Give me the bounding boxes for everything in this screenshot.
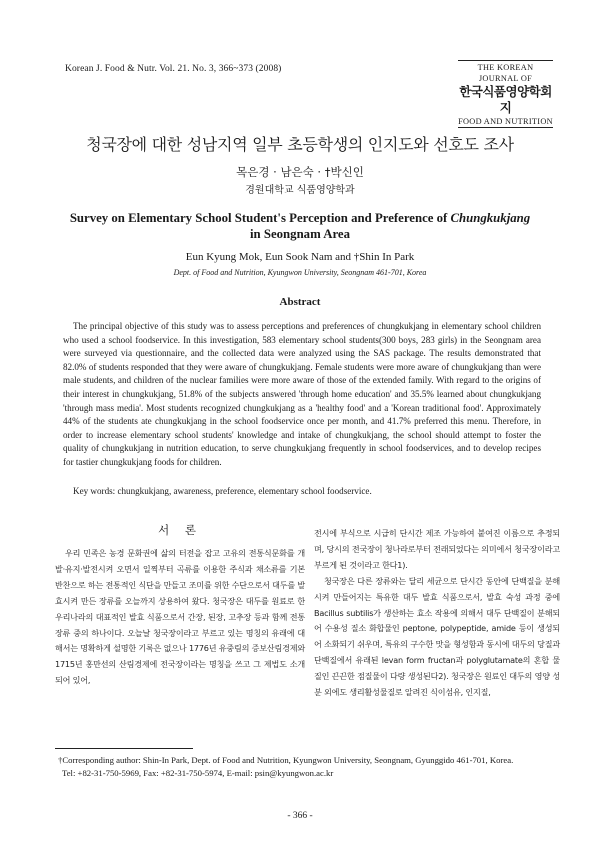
journal-logo — [458, 60, 553, 129]
body-paragraph: 우리 민족은 농경 문화권에 삶의 터전을 잡고 고유의 전통식문화를 개발·유지·발전시켜 오면서 일찍부터 곡류를 이용한 주식과 채소류를 기본 반찬으로 하는 전통적인 식단을 만들고 조미를 위한 수단으로서 대두를 발효시켜 만든 장류를 오늘까지 상용하여 왔다. 청국장은 대두를 원료로 한 우리나라의 대표적인 발효 식품으로서 간장, 된장, 고추장 등과 함께 전통 장류 중의 하나이다. 오늘날 청국장이라고 부르고 있는 명칭의 유래에 대해서는 명확하게 설명한 기록은 없으나 1776년 유중림의 증보산림경제와 1715년 홍만선의 산림경제에 전국장이라는 명칭을 쓰고 그 제법도 소개되어 있어, — [55, 548, 305, 686]
title-english-italic: Chungkukjang — [450, 211, 531, 225]
section-title-introduction: 서 론 — [158, 523, 202, 537]
page-number: - 366 - — [287, 811, 313, 821]
body-column-right — [314, 526, 560, 701]
journal-name-en-bottom: FOOD AND NUTRITION — [458, 117, 553, 126]
title-english — [40, 210, 560, 242]
authors-english: Eun Kyung Mok, Eun Sook Nam and †Shin In Park — [185, 251, 415, 263]
journal-name-en-top: THE KOREAN JOURNAL OF — [477, 63, 534, 83]
abstract-text: The principal objective of this study was to assess perceptions and preferences of chungkukjang in elementary school children who used a school foodservice. In this investigation, 583 elementary school students(300 boys, 283 girls) in the Seongnam area were surveyed via questionnaire, and the collected data were analyzed using the SAS package. The results demonstrated that 82.0% of students responded that they were aware of chungkukjang. Female students were more aware of chungkukjang than were male students, and children of the nuclear families were more aware of those of the extended family. With regard to the origins of their interest in chungkukjang, 51.8% of the subjects answered 'through home education' and 35.5% learned about chungkukjang 'through mass media'. Most students recognized chungkukjang as a 'healthy food' and a 'Korean traditional food'. Approximately 44% of the students ate chungkukjang in the school foodservice once per month, and 41.7% preferred this menu. Therefore, in order to increase elementary school students' knowledge and intake of chungkukjang, the school should attempt to foster the quality of chungkukjang in nutrition education, to serve chungkukjang frequently in school foodservices, and to develop recipes for tastier chungkukjang foods for children. — [63, 321, 541, 467]
body-paragraph: 전시에 부식으로 시급히 단시간 제조 가능하여 붙여진 이름으로 추정되며, 당시의 전국장이 청나라로부터 전래되었다는 의미에서 청국장이라고 부르게 된 것이라고 한다1). — [314, 528, 560, 570]
authors-korean: 목은경 · 남은숙 · †박신인 — [236, 165, 364, 179]
affiliation-korean: 경원대학교 식품영양학과 — [245, 185, 355, 196]
abstract-body — [63, 320, 541, 470]
affiliation-english: Dept. of Food and Nutrition, Kyungwon University, Seongnam 461-701, Korea — [173, 268, 427, 277]
body-column-left — [55, 546, 305, 689]
title-korean: 청국장에 대한 성남지역 일부 초등학생의 인지도와 선호도 조사 — [86, 135, 514, 154]
title-english-line2: in Seongnam Area — [249, 227, 351, 241]
footnote — [58, 754, 558, 780]
footnote-contact: Tel: +82-31-750-5969, Fax: +82-31-750-5974, E-mail: psin@kyungwon.ac.kr — [62, 768, 334, 778]
footnote-divider — [55, 748, 193, 749]
footnote-corresponding-author: †Corresponding author: Shin-In Park, Dept. of Food and Nutrition, Kyungwon University, Seongnam, Gyunggido 461-701, Korea. — [58, 755, 514, 765]
journal-name-ko: 한국식품영양학회지 — [459, 84, 552, 115]
citation: Korean J. Food & Nutr. Vol. 21. No. 3, 366~373 (2008) — [65, 64, 282, 74]
keywords: Key words: chungkukjang, awareness, preference, elementary school foodservice. — [73, 486, 372, 496]
title-english-line1: Survey on Elementary School Student's Perception and Preference of — [69, 211, 448, 225]
body-paragraph: 청국장은 다른 장류와는 달리 세균으로 단시간 동안에 단백질을 분해시켜 만들어지는 특유한 대두 발효 식품으로서, 발효 숙성 과정 중에 Bacillus subtilis가 생산하는 효소 작용에 의해서 대두 단백질이 분해되어 수용성 질소 화합물인 peptone, polypeptide, amide 등이 생성되어 소화되기 쉬우며, 특유의 구수한 맛을 형성함과 동시에 대두의 당질과 단백질에서 유래된 levan form fructan과 polyglutamate의 혼합 물질인 끈끈한 점질물이 다량 생성된다2). 청국장은 원료인 대두의 영양 성분 외에도 생리활성물질로 알려진 식이섬유, 인지질, — [314, 575, 560, 698]
abstract-heading: Abstract — [279, 296, 321, 308]
